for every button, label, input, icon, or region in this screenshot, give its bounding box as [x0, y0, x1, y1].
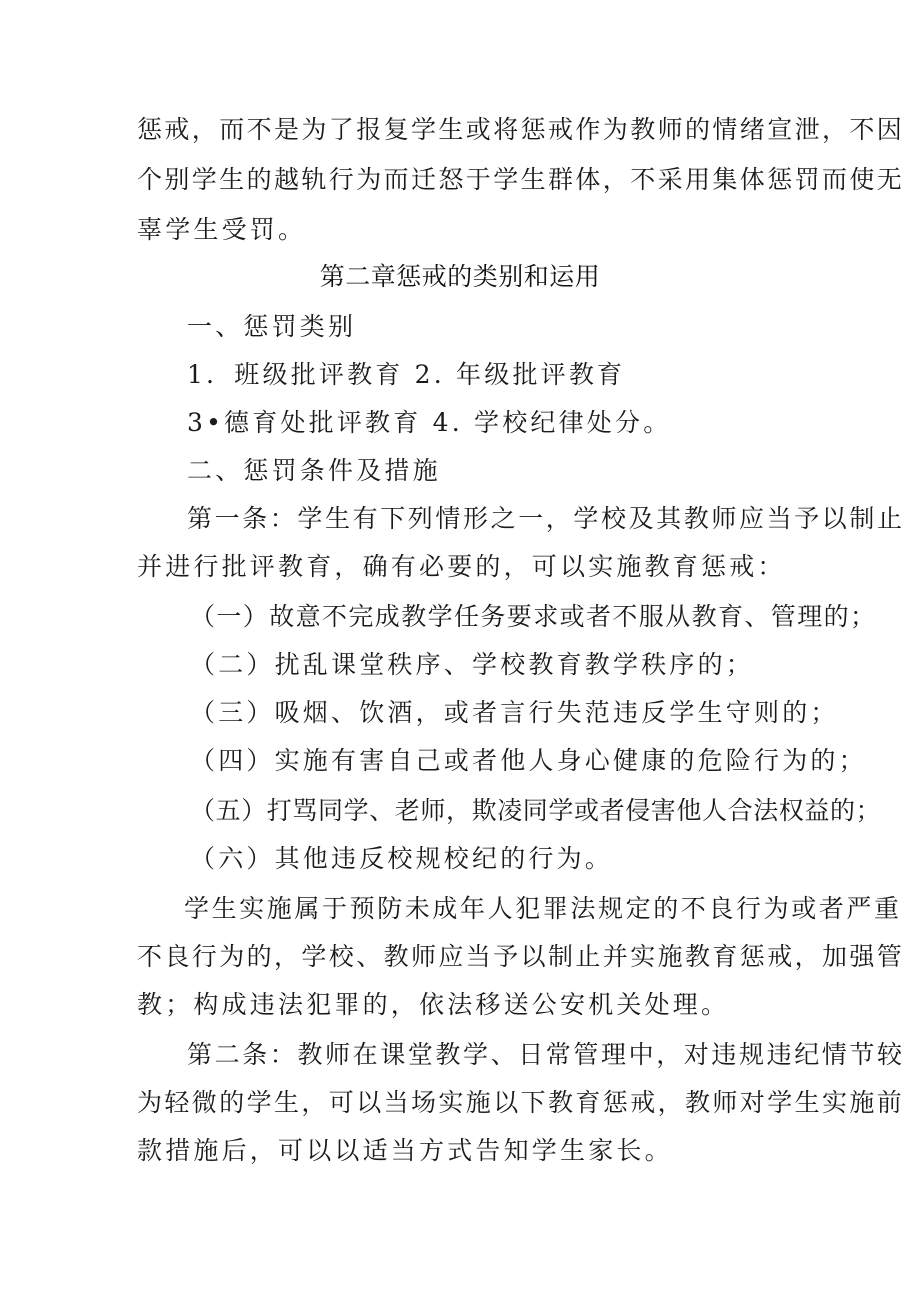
- paragraph-line: 学生实施属于预防未成年人犯罪法规定的不良行为或者严重: [184, 894, 902, 923]
- list-item: （二）扰乱课堂秩序、学校教育教学秩序的；: [190, 650, 755, 679]
- section-title: 二、惩罚条件及措施: [187, 456, 441, 485]
- list-item: 1．班级批评教育 2. 年级批评教育: [187, 360, 626, 389]
- article-line: 款措施后，可以以适当方式告知学生家长。: [137, 1136, 673, 1165]
- paragraph-line: 惩戒，而不是为了报复学生或将惩戒作为教师的情绪宣泄，不因: [137, 115, 905, 144]
- chapter-heading: 第二章惩戒的类别和运用: [319, 262, 601, 291]
- paragraph-line: 不良行为的，学校、教师应当予以制止并实施教育惩戒，加强管: [137, 942, 905, 971]
- list-item: （六）其他违反校规校纪的行为。: [190, 844, 614, 873]
- article-line: 第二条：教师在课堂教学、日常管理中，对违规违纪情节较: [187, 1040, 905, 1069]
- list-item: （五）打骂同学、老师，欺凌同学或者侵害他人合法权益的；: [190, 796, 882, 825]
- paragraph-line: 教；构成违法犯罪的，依法移送公安机关处理。: [137, 990, 730, 1019]
- list-item: （三）吸烟、饮酒，或者言行失范违反学生守则的；: [190, 698, 839, 727]
- section-title: 一、惩罚类别: [187, 312, 357, 341]
- list-item: （一）故意不完成教学任务要求或者不服从教育、管理的；: [190, 602, 877, 631]
- paragraph-line: 个别学生的越轨行为而迁怒于学生群体，不采用集体惩罚而使无: [137, 165, 905, 194]
- list-item: （四）实施有害自己或者他人身心健康的危险行为的；: [190, 746, 867, 775]
- article-line: 并进行批评教育，确有必要的，可以实施教育惩戒：: [137, 552, 786, 581]
- paragraph-line: 辜学生受罚。: [137, 215, 307, 244]
- list-item: 3•德育处批评教育 4. 学校纪律处分。: [187, 408, 672, 437]
- article-line: 第一条：学生有下列情形之一，学校及其教师应当予以制止: [187, 504, 905, 533]
- article-line: 为轻微的学生，可以当场实施以下教育惩戒，教师对学生实施前: [137, 1088, 905, 1117]
